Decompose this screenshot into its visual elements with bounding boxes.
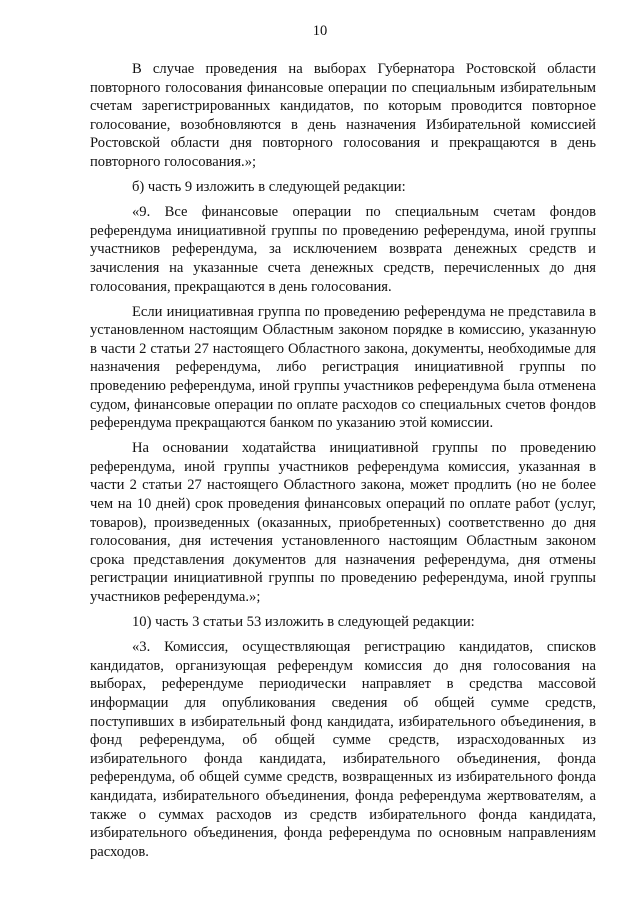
paragraph-repeat-voting-finance: В случае проведения на выборах Губернатора Ростовской области повторного голосования финансовые операции по специальным избирательным счетам зарегистрированных кандидатов, по которым проводится повторное голосование, возобновляются в день назначения Избирательной комиссией Ростовской области дня повторного голосования и прекращаются в день повторного голосования.»; [90, 61, 596, 170]
paragraph-item-10: 10) часть 3 статьи 53 изложить в следующей редакции: [132, 614, 475, 631]
paragraph-part-3: «3. Комиссия, осуществляющая регистрацию кандидатов, списков кандидатов, организующая референдум комиссия до дня голосования на выборах, референдуме периодически направляет в средства массовой информации для опубликования сведения об общей сумме средств, поступивших в избирательный фонд кандидата, избирательного объединения, в фонд референдума, об общей сумме средств, израсходованных из избирательного фонда кандидата, избирательного объединения, фонда референдума, об общей сумме средств, возвращенных из избирательного фонда кандидата, избирательного объединения, фонда референдума жертвователям, а также о суммах расходов из средств избирательного фонда кандидата, избирательного объединения, фонда референдума по основным направлениям расходов. [90, 639, 596, 860]
paragraph-initiative-group: Если инициативная группа по проведению референдума не представила в установленном настоящим Областным законом порядке в комиссию, указанную в части 2 статьи 27 настоящего Областного закона, документы, необходимые для назначения референдума, либо регистрация инициативной группы по проведению референдума, иной группы участников референдума была отменена судом, финансовые операции по оплате расходов со специальных счетов фондов референдума прекращаются банком по указанию этой комиссии. [90, 303, 596, 432]
document-body [90, 60, 596, 868]
paragraph-item-b: б) часть 9 изложить в следующей редакции: [132, 179, 406, 196]
paragraph-petition-extension: На основании ходатайства инициативной группы по проведению референдума, иной группы участников референдума комиссия, указанная в части 2 статьи 27 настоящего Областного закона, может продлить (но не более чем на 10 дней) срок проведения финансовых операций по оплате работ (услуг, товаров), произведенных (оказанных, приобретенных) соответственно до дня голосования, дня истечения установленного настоящим Областным законом срока представления документов для назначения референдума, дня отмены регистрации инициативной группы по проведению референдума, иной группы участников референдума.»; [90, 440, 596, 606]
page-number: 10 [312, 23, 328, 39]
paragraph-part-9: «9. Все финансовые операции по специальным счетам фондов референдума инициативной группы по проведению референдума, иной группы участников референдума, за исключением возврата денежных средств и зачисления на указанные счета денежных средств, перечисленных до дня голосования, прекращаются в день голосования. [90, 204, 596, 295]
